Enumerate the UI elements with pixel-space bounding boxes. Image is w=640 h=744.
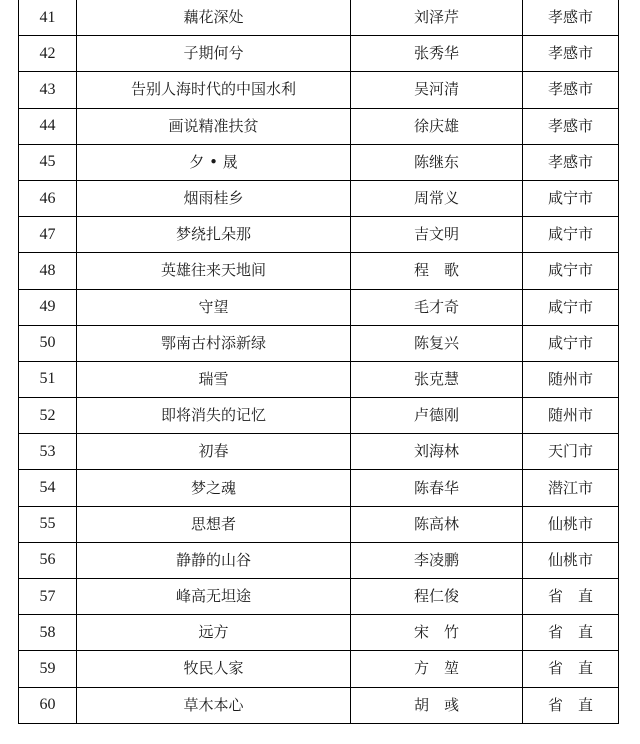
entry-number: 56: [19, 542, 77, 578]
entry-number: 46: [19, 180, 77, 216]
entry-region: 咸宁市: [523, 325, 619, 361]
entry-region: 孝感市: [523, 72, 619, 108]
entry-number: 41: [19, 0, 77, 36]
entry-title: 子期何兮: [77, 36, 351, 72]
table-row: [19, 0, 619, 36]
entry-author: 陈复兴: [351, 325, 523, 361]
entry-region: 咸宁市: [523, 180, 619, 216]
entry-number: 51: [19, 361, 77, 397]
table-row: [19, 217, 619, 253]
entry-region: 省 直: [523, 651, 619, 687]
entry-author: 刘海林: [351, 434, 523, 470]
entry-region: 随州市: [523, 361, 619, 397]
entry-title: 藕花深处: [77, 0, 351, 36]
entry-region: 仙桃市: [523, 506, 619, 542]
entry-number: 55: [19, 506, 77, 542]
entries-table-body: [19, 0, 619, 723]
table-row: [19, 180, 619, 216]
entry-region: 咸宁市: [523, 217, 619, 253]
entry-title: 英雄往来天地间: [77, 253, 351, 289]
table-row: [19, 470, 619, 506]
entry-number: 59: [19, 651, 77, 687]
table-row: [19, 542, 619, 578]
entry-number: 53: [19, 434, 77, 470]
entry-title: 思想者: [77, 506, 351, 542]
entry-region: 孝感市: [523, 36, 619, 72]
entry-author: 陈高林: [351, 506, 523, 542]
entry-region: 孝感市: [523, 108, 619, 144]
entry-number: 45: [19, 144, 77, 180]
entry-title: 夕 • 晟: [77, 144, 351, 180]
entry-author: 吴河清: [351, 72, 523, 108]
entry-title: 烟雨桂乡: [77, 180, 351, 216]
table-row: [19, 687, 619, 723]
entry-region: 孝感市: [523, 0, 619, 36]
entry-number: 57: [19, 579, 77, 615]
table-row: [19, 434, 619, 470]
entry-title: 画说精准扶贫: [77, 108, 351, 144]
entry-title: 静静的山谷: [77, 542, 351, 578]
table-row: [19, 506, 619, 542]
table-row: [19, 579, 619, 615]
entry-author: 毛才奇: [351, 289, 523, 325]
entry-author: 周常义: [351, 180, 523, 216]
entry-title: 草木本心: [77, 687, 351, 723]
entry-region: 咸宁市: [523, 289, 619, 325]
entry-author: 徐庆雄: [351, 108, 523, 144]
entry-number: 54: [19, 470, 77, 506]
entry-author: 宋 竹: [351, 615, 523, 651]
entry-number: 48: [19, 253, 77, 289]
entry-title: 初春: [77, 434, 351, 470]
table-row: [19, 651, 619, 687]
entry-author: 李凌鹏: [351, 542, 523, 578]
entry-region: 省 直: [523, 687, 619, 723]
entries-table: [18, 0, 619, 724]
entry-author: 程 歌: [351, 253, 523, 289]
table-row: [19, 253, 619, 289]
entry-title: 鄂南古村添新绿: [77, 325, 351, 361]
entry-number: 47: [19, 217, 77, 253]
entry-title: 告别人海时代的中国水利: [77, 72, 351, 108]
table-row: [19, 144, 619, 180]
entry-region: 省 直: [523, 579, 619, 615]
entry-region: 仙桃市: [523, 542, 619, 578]
entry-author: 方 堃: [351, 651, 523, 687]
entries-sheet: [18, 0, 618, 724]
table-row: [19, 398, 619, 434]
entry-title: 守望: [77, 289, 351, 325]
entry-region: 孝感市: [523, 144, 619, 180]
entry-number: 43: [19, 72, 77, 108]
entry-title: 梦之魂: [77, 470, 351, 506]
entry-author: 程仁俊: [351, 579, 523, 615]
entry-title: 远方: [77, 615, 351, 651]
entry-title: 梦绕扎朵那: [77, 217, 351, 253]
entry-title: 峰高无坦途: [77, 579, 351, 615]
entry-number: 58: [19, 615, 77, 651]
entry-title: 即将消失的记忆: [77, 398, 351, 434]
table-row: [19, 361, 619, 397]
entry-author: 张秀华: [351, 36, 523, 72]
entry-author: 陈春华: [351, 470, 523, 506]
entry-region: 省 直: [523, 615, 619, 651]
entry-author: 吉文明: [351, 217, 523, 253]
entry-title: 牧民人家: [77, 651, 351, 687]
entry-number: 52: [19, 398, 77, 434]
entry-author: 刘泽芹: [351, 0, 523, 36]
table-row: [19, 36, 619, 72]
entry-title: 瑞雪: [77, 361, 351, 397]
table-row: [19, 72, 619, 108]
entry-author: 陈继东: [351, 144, 523, 180]
table-row: [19, 108, 619, 144]
entry-region: 天门市: [523, 434, 619, 470]
table-row: [19, 615, 619, 651]
entry-author: 胡 彧: [351, 687, 523, 723]
table-row: [19, 289, 619, 325]
entry-number: 60: [19, 687, 77, 723]
table-row: [19, 325, 619, 361]
entry-number: 49: [19, 289, 77, 325]
entry-number: 44: [19, 108, 77, 144]
entry-region: 随州市: [523, 398, 619, 434]
entry-region: 潜江市: [523, 470, 619, 506]
entry-region: 咸宁市: [523, 253, 619, 289]
entry-number: 50: [19, 325, 77, 361]
entry-author: 卢德刚: [351, 398, 523, 434]
entry-author: 张克慧: [351, 361, 523, 397]
entry-number: 42: [19, 36, 77, 72]
